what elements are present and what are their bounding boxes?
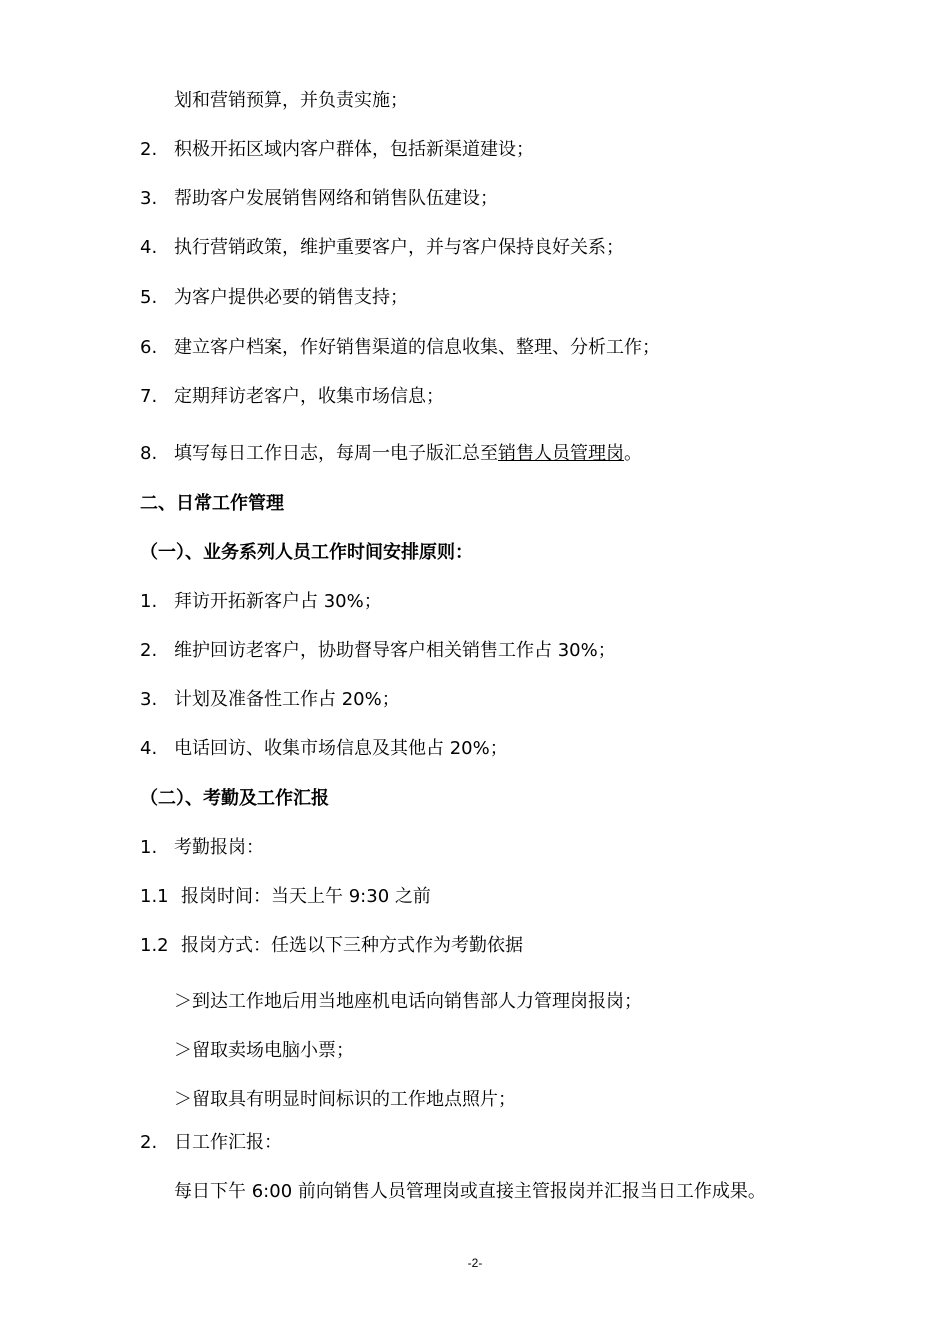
list-item-text-before: 填写每日工作日志，每周一电子版汇总至 (174, 443, 498, 464)
list-item-number: 1.1 (140, 886, 169, 907)
list-item-text: 考勤报岗： (174, 837, 264, 858)
list-item-text: 日工作汇报： (174, 1132, 282, 1153)
list-item-number: 2. (140, 640, 158, 661)
paragraph-text: 每日下午 6:00 前向销售人员管理岗或直接主管报岗并汇报当日工作成果。 (174, 1181, 766, 1202)
list-item-number: 5. (140, 287, 158, 308)
section-heading-text: 二、日常工作管理 (140, 493, 284, 514)
list-item-number: 1. (140, 837, 158, 858)
list-item-text: 计划及准备性工作占 20%； (174, 689, 400, 710)
underlined-role-name: 销售人员管理岗 (498, 443, 624, 464)
list-item-number: 6. (140, 337, 158, 358)
list-item-text: 建立客户档案，作好销售渠道的信息收集、整理、分析工作； (174, 337, 660, 358)
list-item-text (174, 442, 642, 466)
list-item-text: 拜访开拓新客户占 30%； (174, 591, 382, 612)
list-item-number: 4. (140, 237, 158, 258)
page-number: -2- (467, 1256, 483, 1270)
bullet-item-text: ＞留取具有明显时间标识的工作地点照片； (174, 1089, 516, 1110)
list-item-text-after: 。 (624, 443, 642, 464)
list-item-text: 电话回访、收集市场信息及其他占 20%； (174, 738, 508, 759)
list-item-text: 帮助客户发展销售网络和销售队伍建设； (174, 188, 498, 209)
list-item-text: 报岗方式：任选以下三种方式作为考勤依据 (181, 935, 523, 956)
bullet-item-text: ＞留取卖场电脑小票； (174, 1040, 354, 1061)
list-item-number: 8. (140, 443, 158, 464)
list-item-number: 3. (140, 689, 158, 710)
list-item-text: 报岗时间：当天上午 9:30 之前 (181, 886, 431, 907)
list-item-number: 1.2 (140, 935, 169, 956)
list-item-number: 3. (140, 188, 158, 209)
list-item-text: 执行营销政策，维护重要客户，并与客户保持良好关系； (174, 237, 624, 258)
bullet-item-text: ＞到达工作地后用当地座机电话向销售部人力管理岗报岗； (174, 991, 642, 1012)
list-item-text: 为客户提供必要的销售支持； (174, 287, 408, 308)
list-item-number: 4. (140, 738, 158, 759)
list-item-text: 划和营销预算，并负责实施； (174, 90, 408, 111)
list-item-number: 1. (140, 591, 158, 612)
subsection-heading-text: （一）、业务系列人员工作时间安排原则： (140, 542, 473, 563)
list-item-text: 维护回访老客户，协助督导客户相关销售工作占 30%； (174, 640, 616, 661)
list-item-text: 积极开拓区域内客户群体，包括新渠道建设； (174, 139, 534, 160)
list-item-number: 7. (140, 386, 158, 407)
list-item-text: 定期拜访老客户，收集市场信息； (174, 386, 444, 407)
list-item-number: 2. (140, 1132, 158, 1153)
subsection-heading-text: （二）、考勤及工作汇报 (140, 788, 329, 809)
list-item-number: 2. (140, 139, 158, 160)
